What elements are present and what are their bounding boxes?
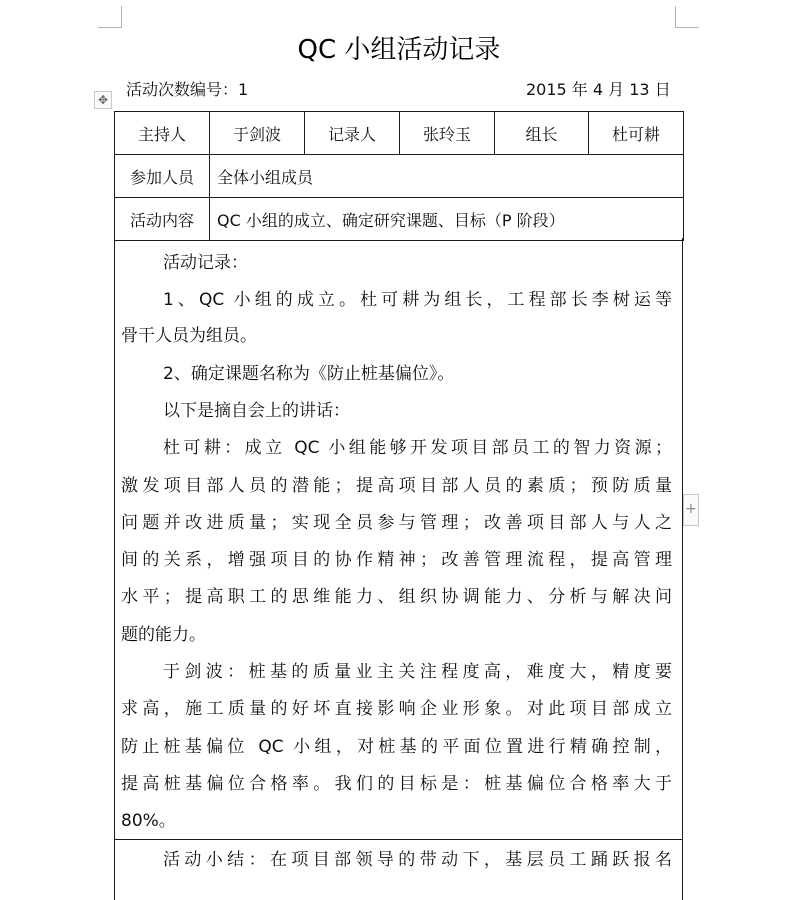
record-line: 以下是摘自会上的讲话： — [163, 401, 350, 421]
participants-label: 参加人员 — [115, 155, 210, 198]
table-row — [115, 112, 684, 155]
record-line: 激发项目部人员的潜能；提高项目部人员的素质；预防质量 — [121, 476, 672, 496]
record-line: 间的关系，增强项目的协作精神；改善管理流程，提高管理 — [121, 550, 672, 570]
record-line: 1、QC 小组的成立。杜可耕为组长，工程部长李树运等 — [163, 290, 672, 310]
record-line: 骨干人员为组员。 — [121, 326, 257, 346]
record-line: 题的能力。 — [121, 625, 206, 645]
record-line: 杜可耕：成立 QC 小组能够开发项目部员工的智力资源； — [163, 438, 672, 458]
record-line: 80%。 — [121, 811, 176, 831]
record-line: 2、确定课题名称为《防止桩基偏位》。 — [163, 364, 455, 384]
activity-number: 活动次数编号：1 — [126, 80, 249, 99]
participants-value: 全体小组成员 — [210, 155, 684, 198]
record-heading: 活动记录： — [163, 253, 248, 273]
record-line: 提高桩基偏位合格率。我们的目标是：桩基偏位合格率大于 — [121, 774, 672, 794]
crop-mark — [98, 27, 122, 28]
record-date: 2015 年 4 月 13 日 — [526, 80, 671, 99]
document-title: QC 小组活动记录 — [297, 35, 501, 65]
leader-label: 组长 — [495, 112, 589, 155]
table-move-icon[interactable]: ✥ — [94, 91, 112, 109]
crop-mark — [675, 6, 676, 28]
record-line: 求高，施工质量的好坏直接影响企业形象。对此项目部成立 — [121, 699, 672, 719]
table-row — [115, 198, 684, 241]
leader-value: 杜可耕 — [589, 112, 684, 155]
record-line: 于剑波：桩基的质量业主关注程度高，难度大，精度要 — [163, 662, 672, 682]
crop-mark — [675, 27, 699, 28]
crop-mark — [121, 6, 122, 28]
info-table — [114, 111, 684, 241]
table-row — [115, 155, 684, 198]
record-line: 防止桩基偏位 QC 小组，对桩基的平面位置进行精确控制， — [121, 737, 672, 757]
record-line: 问题并改进质量；实现全员参与管理；改善项目部人与人之 — [121, 513, 672, 533]
add-column-plus-icon[interactable]: + — [683, 494, 699, 526]
recorder-value: 张玲玉 — [400, 112, 495, 155]
record-line: 水平；提高职工的思维能力、组织协调能力、分析与解决问 — [121, 587, 672, 607]
host-label: 主持人 — [115, 112, 210, 155]
host-value: 于剑波 — [210, 112, 305, 155]
content-label: 活动内容 — [115, 198, 210, 241]
content-value: QC 小组的成立、确定研究课题、目标（P 阶段） — [210, 198, 684, 241]
recorder-label: 记录人 — [305, 112, 400, 155]
summary-line: 活动小结：在项目部领导的带动下，基层员工踊跃报名 — [163, 850, 672, 870]
